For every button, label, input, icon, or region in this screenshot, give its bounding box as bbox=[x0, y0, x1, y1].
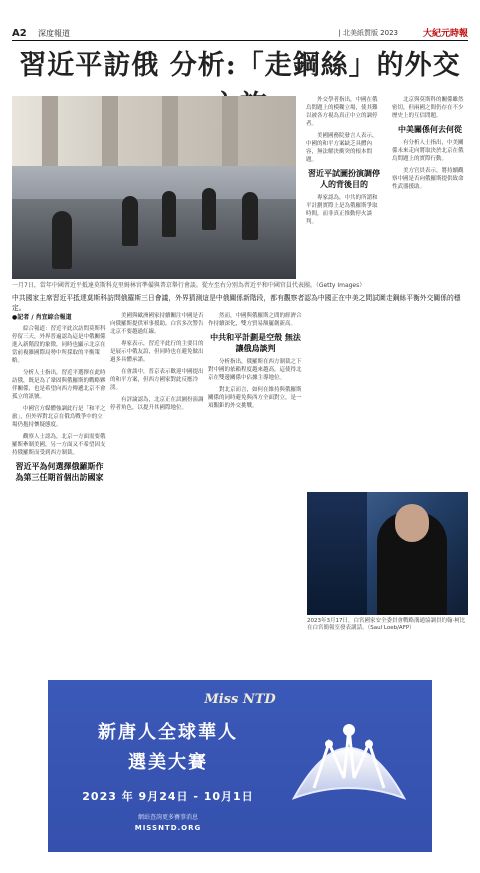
ad-subtitle: 網站查詢更多賽事消息 bbox=[137, 814, 198, 821]
dateline: | 北美紙質版 2023 bbox=[338, 29, 398, 37]
subhead: 習近平試圖扮演調停人的背後目的 bbox=[308, 169, 380, 189]
ad-date: 2023 年 9月24日 - 10月1日 bbox=[82, 790, 254, 803]
paragraph: 對北京而言，如何在維持與俄羅斯關係的同時避免與西方全面對立，是一項艱鉅的外交挑戰。 bbox=[208, 387, 302, 409]
article-column-4 bbox=[306, 96, 382, 230]
paragraph: 美國與歐洲國家持續關注中國是否向俄羅斯提供軍事援助，白宮多次警告北京不要越過紅線。 bbox=[110, 313, 204, 335]
ad-title-line-2: 選美大賽 bbox=[128, 752, 208, 773]
paragraph: 綜合報道：習近平此次訪問莫斯科停留三天，外界普遍認為這是中俄關係進入新階段的象徵，同時也顯示北京在當前複雜國際局勢中所採取的平衡策略。 bbox=[12, 326, 106, 364]
paragraph: 分析指出，俄羅斯在西方制裁之下對中國的依賴程度越來越高，這使得北京在雙邊關係中佔據主導地位。 bbox=[208, 359, 302, 381]
article-column-3 bbox=[208, 312, 303, 414]
article-column-2 bbox=[110, 312, 205, 416]
page-number: A2 bbox=[12, 28, 27, 39]
subhead: 習近平為何選擇俄羅斯作為第三任期首個出訪國家 bbox=[15, 462, 104, 482]
paragraph: 觀察人士認為，北京一方面需要俄羅斯牽制美國，另一方面又不希望因支持俄羅斯而受到西方制裁。 bbox=[12, 434, 106, 456]
subhead: 中共和平計劃是空殼 無法讓俄烏談判 bbox=[210, 333, 301, 353]
paragraph: 北京與莫斯科的關係雖然密切，但兩國之間仍存在不少歷史上的互信問題。 bbox=[392, 97, 464, 119]
ad-url[interactable]: MISSNTD.ORG bbox=[134, 824, 202, 832]
paragraph: 然而，中國與俄羅斯之間的經濟合作持續深化，雙方貿易額屢創新高。 bbox=[208, 313, 302, 327]
page-header bbox=[0, 0, 480, 40]
subhead: 中美關係何去何從 bbox=[398, 125, 462, 134]
paragraph: 美方官員表示，將持續觀察中國是否向俄羅斯提供致命性武器援助。 bbox=[392, 168, 464, 190]
paragraph: 有分析人士指出，中美關係未來走向將取決於北京在俄烏問題上的實際行動。 bbox=[392, 140, 464, 162]
section-name: 深度報道 bbox=[38, 29, 70, 38]
header-divider bbox=[12, 40, 468, 41]
paragraph: 中國官方媒體強調此行是「和平之旅」，但外界對北京在俄烏戰爭中的立場仍抱持懷疑態度。 bbox=[12, 406, 106, 428]
paragraph: 分析人士指出，習近平選擇在此時訪俄，既是為了鞏固與俄羅斯的戰略夥伴關係，也是希望向西方傳遞北京不會孤立的訊號。 bbox=[12, 370, 106, 400]
article-column-5 bbox=[392, 96, 468, 195]
photo-caption: 一月7日，當年中國習近平抵達莫斯科克里姆林宮準備與普京舉行會談。從左至右分別為習近平和中國官員代表團。（Getty Images） bbox=[12, 282, 366, 289]
paragraph: 有評論認為，北京正在試圖扮演調停者角色，以提升其國際地位。 bbox=[110, 397, 204, 411]
paragraph: 在會談中，普京表示歡迎中國提出的和平方案，但西方國家對此反應冷淡。 bbox=[110, 369, 204, 391]
newspaper-logo: 大紀元時報 bbox=[422, 29, 468, 39]
ad-title-line-1: 新唐人全球華人 bbox=[98, 722, 238, 743]
byline: ●記者 / 肖宜綜合報道 bbox=[12, 314, 72, 321]
paragraph: 美國國務院發言人表示，中國的和平方案缺乏具體內容，無法解決衝突的根本問題。 bbox=[306, 133, 378, 163]
paragraph: 外交學者指出，中國在俄烏問題上的模糊立場，使其難以被各方視為真正中立的調停者。 bbox=[306, 97, 378, 127]
headline: 習近平訪俄 分析:「走鋼絲」的外交 bbox=[19, 50, 461, 81]
news-photo bbox=[12, 96, 296, 279]
advertisement-banner[interactable] bbox=[48, 680, 432, 852]
article-column-1 bbox=[12, 312, 107, 487]
tiara-icon bbox=[284, 708, 414, 818]
press-briefing-photo bbox=[307, 492, 468, 615]
photo-caption: 2023年3月17日，白宮國家安全委員會戰略溝通協調員約翰·柯比在白宮簡報室發表講話。（Saul Loeb/AFP） bbox=[307, 618, 466, 631]
paragraph: 專家認為，中共的所謂和平計劃實際上是為俄羅斯爭取時間，而非真正推動停火談判。 bbox=[306, 195, 378, 225]
paragraph: 專家表示，習近平此行的主要目的是展示中俄友誼，但同時也在避免做出過多具體承諾。 bbox=[110, 341, 204, 363]
ad-title bbox=[58, 718, 278, 778]
ad-logo: Miss NTD bbox=[204, 692, 276, 707]
lead-paragraph: 中共國家主席習近平抵達莫斯科訪問俄羅斯三日會議，外界猜測這是中俄關係新階段，都有觀察者認為中國正在中美之間試圖走鋼絲平衡外交關係的穩定。 bbox=[12, 294, 461, 312]
